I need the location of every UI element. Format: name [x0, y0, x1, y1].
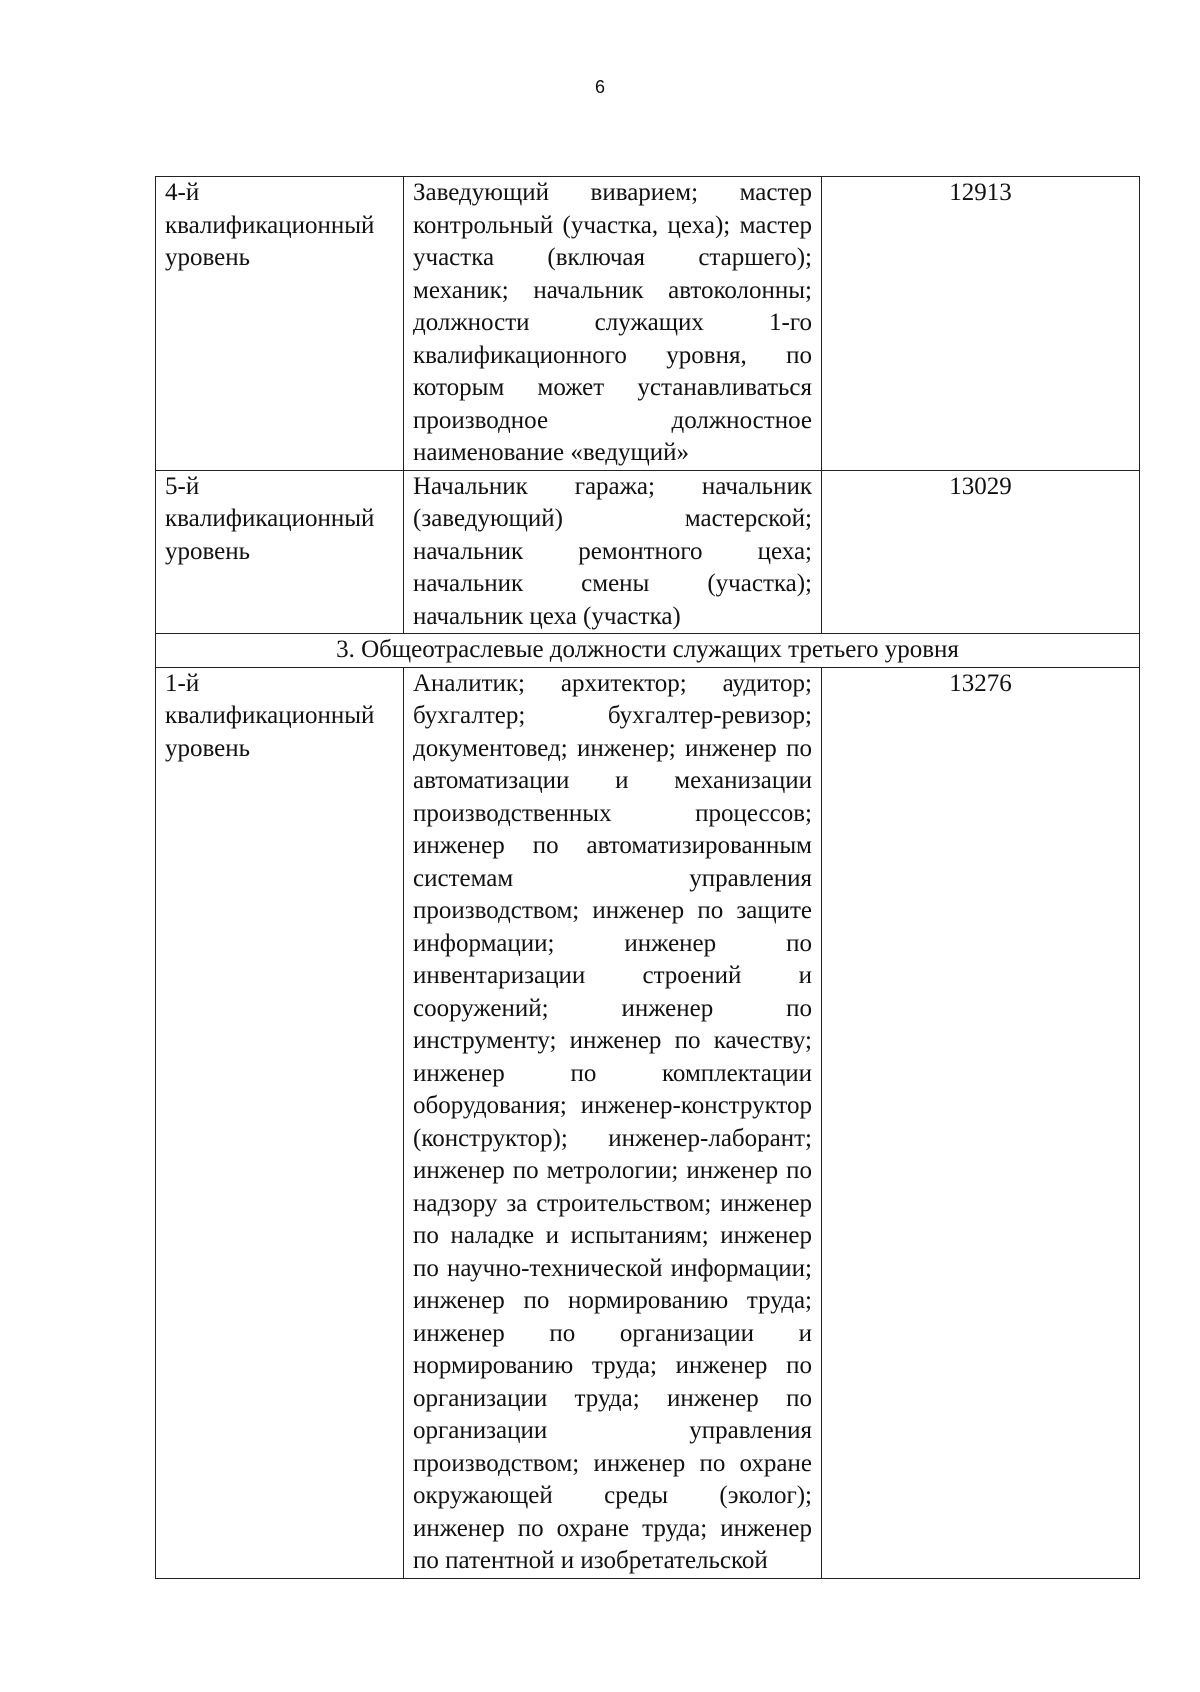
section-header: 3. Общеотраслевые должности служащих третьего уровня: [156, 634, 1140, 668]
level-word: квалификационный: [165, 702, 375, 729]
table-row: [156, 177, 1140, 471]
level-word: квалификационный: [165, 211, 375, 239]
level-number: 5-й: [165, 472, 200, 500]
level-suffix: уровень: [165, 734, 251, 762]
positions-cell: Аналитик; архитектор; аудитор; бухгалтер; бухгалтер-ревизор; документовед; инженер; инженер по автоматизации и механизации производственных процессов; инженер по автоматизированным системам управления производством; инженер по защите информации; инженер по инвентаризации строений и сооружений; инженер по инструменту; инженер по качеству; инженер по комплектации оборудования; инженер-конструктор (конструктор); инженер-лаборант; инженер по метрологии; инженер по надзору за строительством; инженер по наладке и испытаниям; инженер по научно-технической информации; инженер по нормированию труда; инженер по организации и нормированию труда; инженер по организации труда; инженер по организации управления производством; инженер по охране окружающей среды (эколог); инженер по охране труда; инженер по патентной и изобретательской: [404, 667, 822, 1578]
table-row: [156, 667, 1140, 1578]
salary-cell: 12913: [822, 177, 1140, 471]
page-number: 6: [594, 77, 605, 97]
qualification-level-cell: [156, 177, 404, 471]
salary-table: [155, 176, 1140, 1579]
level-suffix: уровень: [165, 244, 251, 271]
section-header-row: [156, 634, 1140, 668]
salary-cell: 13029: [822, 470, 1140, 634]
salary-cell: 13276: [822, 667, 1140, 1578]
qualification-level-cell: [156, 667, 404, 1578]
level-number: 1-й: [165, 669, 200, 697]
positions-cell: Начальник гаража; начальник (заведующий) мастерской; начальник ремонтного цеха; начальник смены (участка); начальник цеха (участка): [404, 470, 822, 634]
table-row: [156, 470, 1140, 634]
level-number: 4-й: [165, 179, 200, 206]
positions-cell: Заведующий виварием; мастер контрольный (участка, цеха); мастер участка (включая старшего); механик; начальник автоколонны; должности служащих 1-го квалификационного уровня, по которым может устанавливаться производное должностное наименование «ведущий»: [404, 177, 822, 471]
qualification-level-cell: [156, 470, 404, 634]
level-word: квалификационный: [165, 505, 375, 532]
level-suffix: уровень: [165, 537, 251, 565]
